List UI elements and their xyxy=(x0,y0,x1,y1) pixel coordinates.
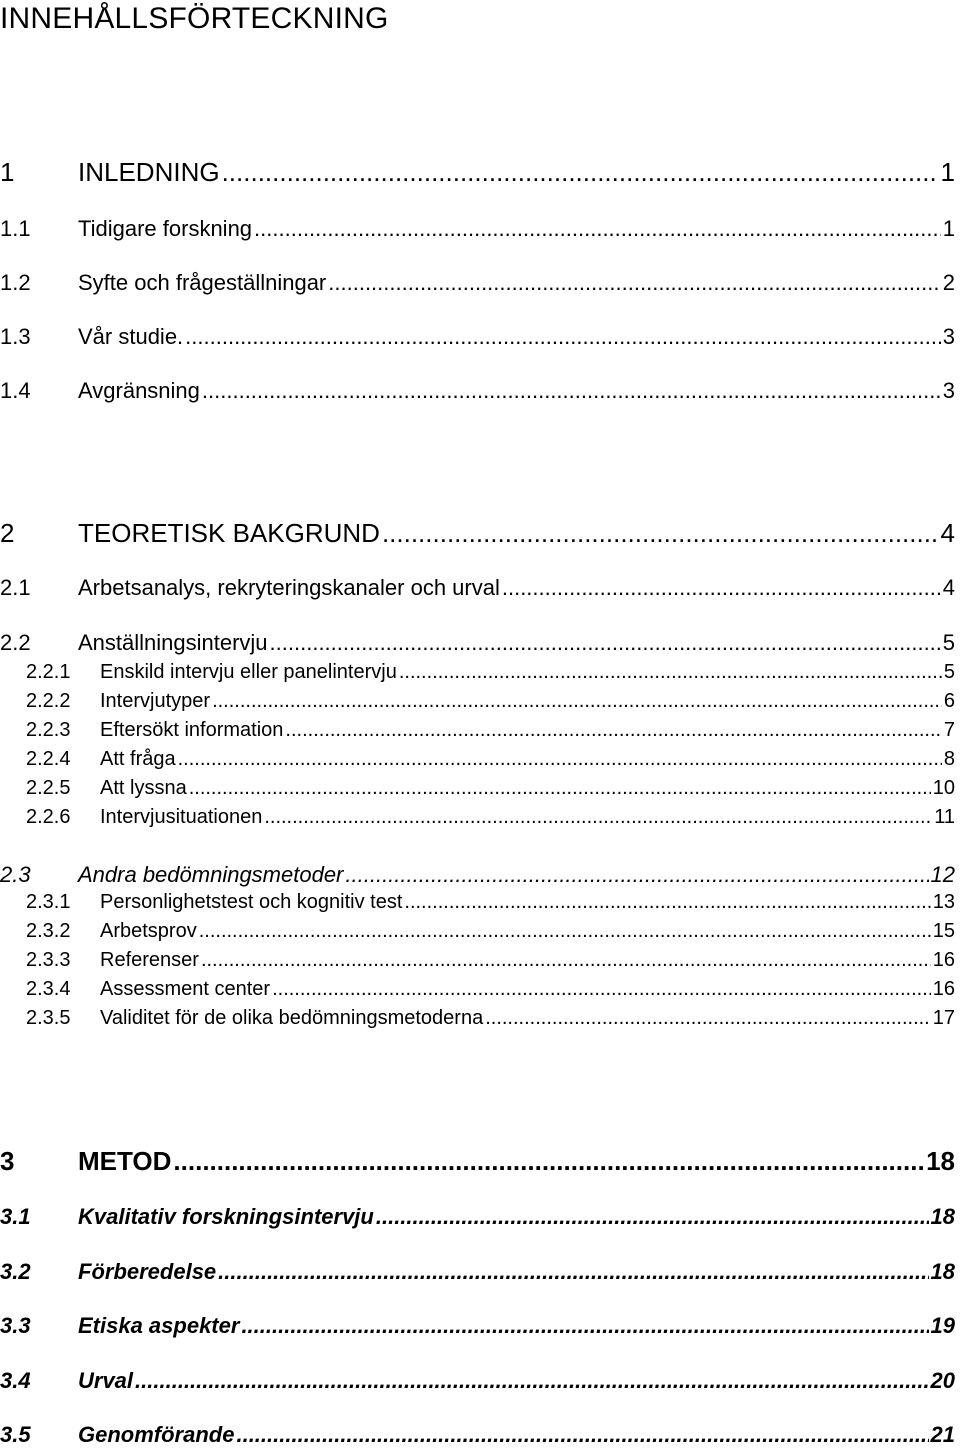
toc-entry-page-number: 3 xyxy=(942,378,955,403)
toc-entry[interactable] xyxy=(0,1368,955,1394)
toc-entry-number: 2.3.3 xyxy=(26,949,71,971)
dot-leader xyxy=(502,575,941,601)
toc-entry[interactable] xyxy=(0,690,955,713)
dot-leader xyxy=(376,1204,929,1230)
toc-entry-label: Arbetsanalys, rekryteringskanaler och urval xyxy=(78,575,500,600)
toc-entry-label: Intervjutyper xyxy=(100,690,211,712)
toc-entry[interactable] xyxy=(0,806,955,829)
toc-entry-page-number: 1 xyxy=(942,216,955,241)
toc-entry-number: 1.2 xyxy=(0,270,31,295)
toc-entry-number: 3.2 xyxy=(0,1259,31,1284)
toc-entry[interactable] xyxy=(0,157,955,188)
toc-entry[interactable] xyxy=(0,575,955,601)
dot-leader xyxy=(254,216,941,242)
toc-entry[interactable] xyxy=(0,270,955,296)
toc-entry-label: Avgränsning xyxy=(78,378,200,403)
toc-entry[interactable] xyxy=(0,862,955,888)
toc-entry[interactable] xyxy=(0,661,955,684)
page-title: INNEHÅLLSFÖRTECKNING xyxy=(0,2,389,35)
toc-entry[interactable] xyxy=(0,1422,955,1448)
toc-entry-number: 2.1 xyxy=(0,575,31,600)
dot-leader xyxy=(212,690,942,713)
dot-leader xyxy=(222,157,939,188)
dot-leader xyxy=(399,661,942,684)
toc-entry[interactable] xyxy=(0,1146,955,1177)
toc-entry-number: 2.2 xyxy=(0,630,31,655)
toc-entry-label: INLEDNING xyxy=(78,157,220,187)
toc-entry-number: 3 xyxy=(0,1146,15,1176)
dot-leader xyxy=(199,920,931,943)
toc-entry-label: Syfte och frågeställningar xyxy=(78,270,327,295)
toc-entry-number: 2.2.1 xyxy=(26,661,71,683)
toc-entry[interactable] xyxy=(0,1204,955,1230)
dot-leader xyxy=(218,1259,928,1285)
toc-entry-page-number: 10 xyxy=(932,777,955,799)
toc-entry[interactable] xyxy=(0,891,955,914)
toc-entry-page-number: 8 xyxy=(943,748,955,770)
toc-entry-page-number: 18 xyxy=(926,1146,955,1176)
toc-entry-page-number: 21 xyxy=(930,1422,955,1447)
toc-entry-page-number: 18 xyxy=(930,1204,955,1229)
toc-entry-number: 2.2.6 xyxy=(26,806,71,828)
toc-entry-page-number: 16 xyxy=(932,978,955,1000)
toc-entry-label: Urval xyxy=(78,1368,134,1393)
toc-entry-number: 1 xyxy=(0,157,15,187)
toc-entry-label: Anställningsintervju xyxy=(78,630,268,655)
toc-entry[interactable] xyxy=(0,920,955,943)
dot-leader xyxy=(328,270,940,296)
toc-entry[interactable] xyxy=(0,748,955,771)
toc-entry-label: Tidigare forskning xyxy=(78,216,253,241)
toc-entry-label: Att fråga xyxy=(100,748,176,770)
toc-entry-page-number: 13 xyxy=(932,891,955,913)
toc-entry[interactable] xyxy=(0,518,955,549)
dot-leader xyxy=(189,777,931,800)
toc-entry-label: Vår studie. xyxy=(78,324,184,349)
toc-entry-label: Förberedelse xyxy=(78,1259,217,1284)
toc-entry-number: 2.2.4 xyxy=(26,748,71,770)
toc-entry-page-number: 20 xyxy=(930,1368,955,1393)
dot-leader xyxy=(241,1313,928,1339)
toc-entry[interactable] xyxy=(0,949,955,972)
toc-entry-page-number: 2 xyxy=(942,270,955,295)
toc-entry-page-number: 17 xyxy=(932,1007,955,1029)
toc-entry-number: 2.2.2 xyxy=(26,690,71,712)
toc-entry[interactable] xyxy=(0,378,955,404)
toc-entry-label: Andra bedömningsmetoder xyxy=(78,862,344,887)
dot-leader xyxy=(345,862,928,888)
toc-entry-label: Eftersökt information xyxy=(100,719,284,741)
toc-entry-page-number: 6 xyxy=(943,690,955,712)
toc-entry-label: Etiska aspekter xyxy=(78,1313,240,1338)
dot-leader xyxy=(272,978,931,1001)
toc-entry-page-number: 7 xyxy=(943,719,955,741)
dot-leader xyxy=(236,1422,928,1448)
toc-entry-page-number: 19 xyxy=(930,1313,955,1338)
toc-entry-label: Personlighetstest och kognitiv test xyxy=(100,891,403,913)
toc-entry-label: Referenser xyxy=(100,949,199,971)
toc-entry-number: 3.1 xyxy=(0,1204,31,1229)
dot-leader xyxy=(264,806,932,829)
toc-entry[interactable] xyxy=(0,216,955,242)
toc-entry[interactable] xyxy=(0,324,955,350)
toc-entry-page-number: 15 xyxy=(932,920,955,942)
toc-entry-label: Enskild intervju eller panelintervju xyxy=(100,661,397,683)
toc-entry-page-number: 18 xyxy=(930,1259,955,1284)
dot-leader xyxy=(185,324,941,350)
toc-entry-number: 1.1 xyxy=(0,216,31,241)
toc-entry-page-number: 16 xyxy=(932,949,955,971)
toc-entry-page-number: 5 xyxy=(942,630,955,655)
toc-entry-number: 2.3 xyxy=(0,862,31,887)
toc-entry-label: TEORETISK BAKGRUND xyxy=(78,518,380,548)
toc-entry-page-number: 11 xyxy=(934,806,955,828)
toc-entry-number: 2 xyxy=(0,518,15,548)
dot-leader xyxy=(173,1146,924,1177)
toc-entry-label: Validitet för de olika bedömningsmetoderna xyxy=(100,1007,484,1029)
toc-entry-page-number: 12 xyxy=(930,862,955,887)
toc-entry-page-number: 3 xyxy=(942,324,955,349)
dot-leader xyxy=(202,378,941,404)
toc-entry-number: 2.3.2 xyxy=(26,920,71,942)
toc-entry[interactable] xyxy=(0,777,955,800)
toc-entry-label: METOD xyxy=(78,1146,172,1176)
toc-entry-page-number: 4 xyxy=(940,518,955,548)
toc-entry-label: Kvalitativ forskningsintervju xyxy=(78,1204,374,1229)
toc-entry-label: Att lyssna xyxy=(100,777,187,799)
toc-entry-number: 3.4 xyxy=(0,1368,31,1393)
toc-entry-number: 1.4 xyxy=(0,378,31,403)
toc-entry[interactable] xyxy=(0,1007,955,1030)
toc-entry-number: 3.5 xyxy=(0,1422,31,1447)
dot-leader xyxy=(285,719,941,742)
toc-entry[interactable] xyxy=(0,1313,955,1339)
toc-entry-label: Intervjusituationen xyxy=(100,806,263,828)
toc-entry-number: 2.2.3 xyxy=(26,719,71,741)
toc-entry-number: 2.3.1 xyxy=(26,891,71,913)
toc-entry[interactable] xyxy=(0,630,955,656)
toc-entry-page-number: 4 xyxy=(942,575,955,600)
toc-entry-number: 1.3 xyxy=(0,324,31,349)
dot-leader xyxy=(382,518,939,549)
toc-entry-number: 2.3.4 xyxy=(26,978,71,1000)
toc-entry-number: 2.3.5 xyxy=(26,1007,71,1029)
dot-leader xyxy=(270,630,941,656)
toc-entry-number: 3.3 xyxy=(0,1313,31,1338)
toc-entry-label: Genomförande xyxy=(78,1422,235,1447)
toc-entry[interactable] xyxy=(0,978,955,1001)
toc-entry[interactable] xyxy=(0,719,955,742)
toc-entry-label: Assessment center xyxy=(100,978,271,1000)
dot-leader xyxy=(135,1368,928,1394)
dot-leader xyxy=(201,949,931,972)
dot-leader xyxy=(404,891,930,914)
toc-entry-label: Arbetsprov xyxy=(100,920,197,942)
dot-leader xyxy=(485,1007,931,1030)
dot-leader xyxy=(178,748,942,771)
toc-entry-page-number: 5 xyxy=(943,661,955,683)
toc-entry[interactable] xyxy=(0,1259,955,1285)
toc-entry-page-number: 1 xyxy=(940,157,955,187)
toc-entry-number: 2.2.5 xyxy=(26,777,71,799)
